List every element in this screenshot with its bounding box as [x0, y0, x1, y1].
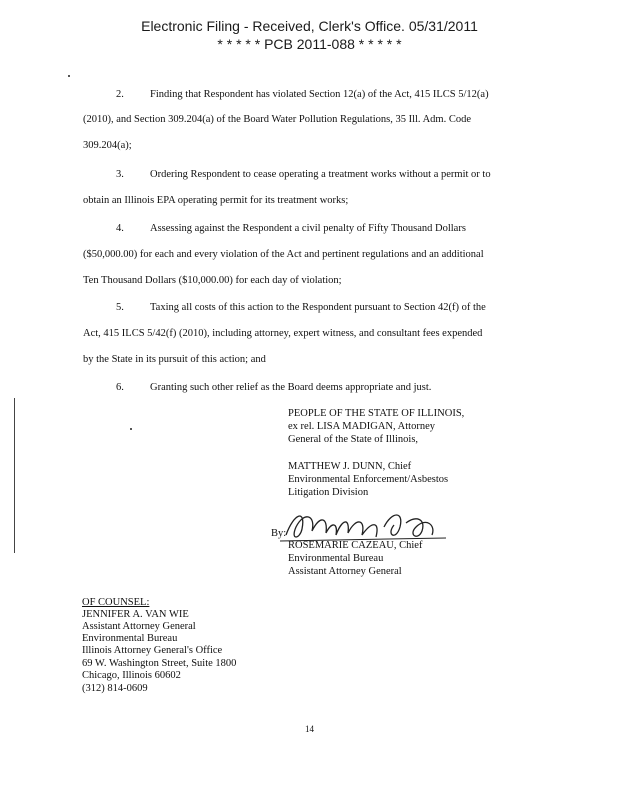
- counsel-line: Environmental Bureau: [82, 633, 178, 644]
- paragraph-line: Act, 415 ILCS 5/42(f) (2010), including attorney, expert witness, and consultant fees expended: [83, 328, 483, 339]
- paragraph-line: Ten Thousand Dollars ($10,000.00) for each day of violation;: [83, 275, 342, 286]
- paragraph-line: Granting such other relief as the Board deems appropriate and just.: [150, 382, 432, 393]
- page-number: 14: [305, 724, 314, 734]
- chief-line: Litigation Division: [288, 487, 369, 498]
- speck: [68, 75, 70, 77]
- counsel-line: Illinois Attorney General's Office: [82, 645, 223, 656]
- paragraph-line: Assessing against the Respondent a civil penalty of Fifty Thousand Dollars: [150, 223, 466, 234]
- by-label: By:: [271, 528, 287, 539]
- speck: [130, 428, 132, 430]
- paragraph-number: 2.: [116, 89, 124, 100]
- paragraph-line: obtain an Illinois EPA operating permit for its treatment works;: [83, 195, 349, 206]
- paragraph-line: Taxing all costs of this action to the Respondent pursuant to Section 42(f) of the: [150, 302, 486, 313]
- paragraph-line: Ordering Respondent to cease operating a treatment works without a permit or to: [150, 169, 491, 180]
- counsel-line: Assistant Attorney General: [82, 621, 196, 632]
- chief-line: Environmental Enforcement/Asbestos: [288, 474, 449, 485]
- paragraph-number: 4.: [116, 223, 124, 234]
- signer-title: Assistant Attorney General: [288, 566, 402, 577]
- paragraph-line: by the State in its pursuit of this action; and: [83, 354, 266, 365]
- plaintiff-line: PEOPLE OF THE STATE OF ILLINOIS,: [288, 408, 465, 419]
- chief-line: MATTHEW J. DUNN, Chief: [288, 461, 412, 472]
- paragraph-number: 5.: [116, 302, 124, 313]
- paragraph-number: 6.: [116, 382, 124, 393]
- counsel-line: (312) 814-0609: [82, 683, 148, 694]
- paragraph-line: (2010), and Section 309.204(a) of the Board Water Pollution Regulations, 35 Ill. Adm. Code: [83, 114, 471, 125]
- paragraph-line: 309.204(a);: [83, 140, 132, 151]
- paragraph-line: Finding that Respondent has violated Section 12(a) of the Act, 415 ILCS 5/12(a): [150, 89, 489, 100]
- signer-title: Environmental Bureau: [288, 553, 384, 564]
- filing-stamp-case-number: * * * * * PCB 2011-088 * * * * *: [217, 36, 402, 52]
- plaintiff-line: General of the State of Illinois,: [288, 434, 419, 445]
- plaintiff-line: ex rel. LISA MADIGAN, Attorney: [288, 421, 435, 432]
- signer-name: ROSEMARIE CAZEAU, Chief: [288, 540, 423, 551]
- margin-rule: [14, 398, 15, 553]
- filing-stamp-line1: Electronic Filing - Received, Clerk's Office. 05/31/2011: [141, 18, 478, 34]
- of-counsel-heading: OF COUNSEL:: [82, 597, 150, 608]
- counsel-line: Chicago, Illinois 60602: [82, 670, 181, 681]
- counsel-line: JENNIFER A. VAN WIE: [82, 609, 189, 620]
- paragraph-number: 3.: [116, 169, 124, 180]
- counsel-line: 69 W. Washington Street, Suite 1800: [82, 658, 237, 669]
- paragraph-line: ($50,000.00) for each and every violation of the Act and pertinent regulations and an additional: [83, 249, 484, 260]
